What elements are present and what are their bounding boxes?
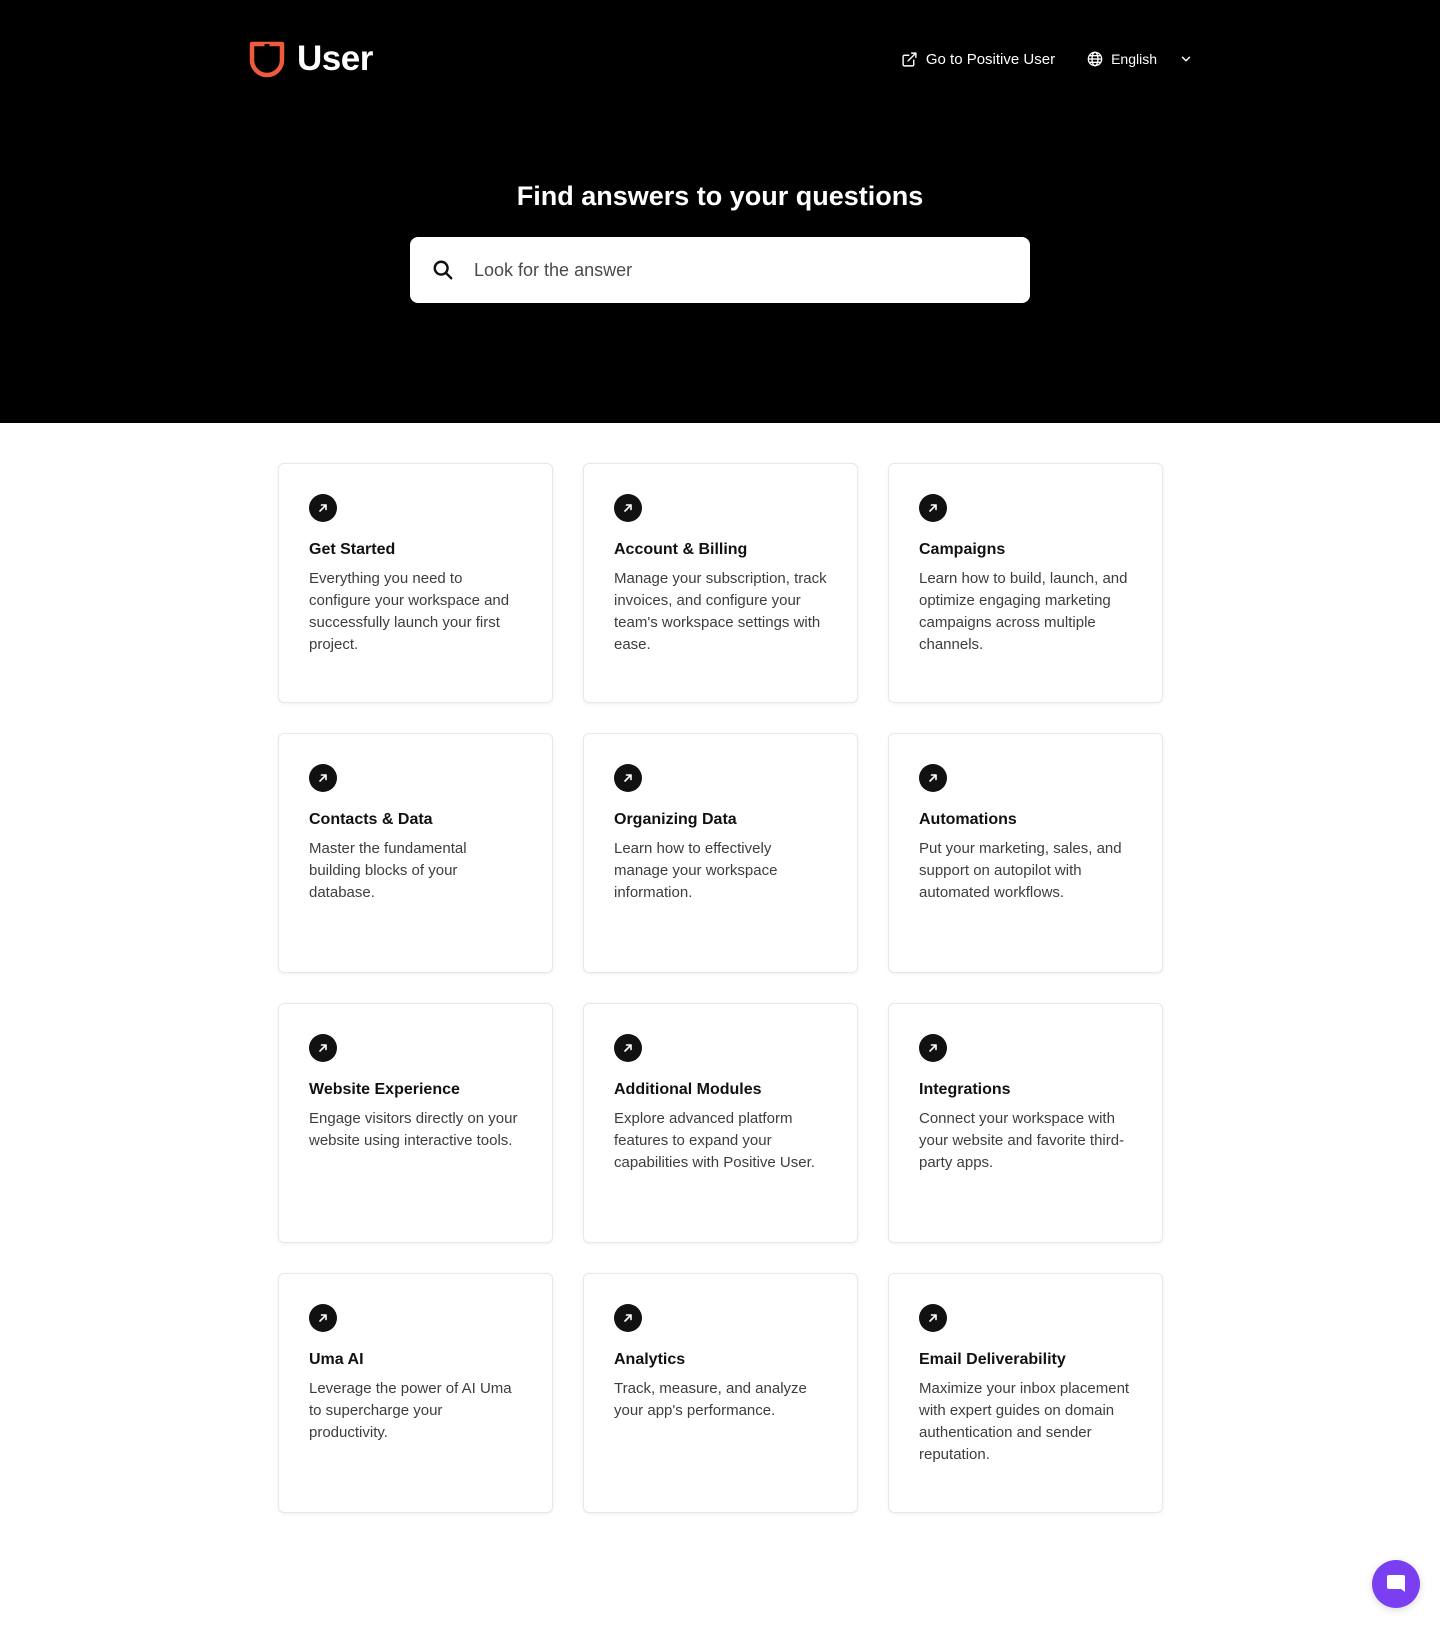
category-card-get-started[interactable] [278,463,553,703]
card-title: Organizing Data [614,811,737,828]
arrow-up-right-icon [919,764,947,792]
hero-section [0,0,1440,423]
category-card-additional-modules[interactable] [583,1003,858,1243]
go-to-positive-user-label: Go to Positive User [925,50,1056,68]
shield-smile-logo-icon [247,38,287,80]
category-card-uma-ai[interactable] [278,1273,553,1513]
card-description: Learn how to effectively manage your workspace information. [614,840,778,901]
category-grid [278,463,1163,1513]
card-description: Put your marketing, sales, and support on autopilot with automated workflows. [919,840,1122,901]
category-card-email-deliverability[interactable] [888,1273,1163,1513]
chat-widget-button[interactable] [1372,1560,1420,1608]
go-to-positive-user-link[interactable] [901,51,1055,68]
card-description: Everything you need to configure your workspace and successfully launch your first project. [309,570,510,653]
arrow-up-right-icon [309,764,337,792]
card-description: Leverage the power of AI Uma to supercharge your productivity. [309,1380,512,1441]
arrow-up-right-icon [614,1304,642,1332]
card-title: Analytics [614,1351,686,1368]
card-title: Account & Billing [614,541,748,558]
category-card-contacts-data[interactable] [278,733,553,973]
arrow-up-right-icon [614,494,642,522]
language-selector[interactable] [1087,51,1193,67]
search-input[interactable] [474,250,1014,290]
arrow-up-right-icon [614,1034,642,1062]
card-title: Contacts & Data [309,811,433,828]
arrow-up-right-icon [309,1304,337,1332]
category-card-organizing-data[interactable] [583,733,858,973]
card-title: Get Started [309,541,396,558]
card-description: Explore advanced platform features to expand your capabilities with Positive User. [614,1110,815,1171]
category-card-analytics[interactable] [583,1273,858,1513]
category-card-integrations[interactable] [888,1003,1163,1243]
card-title: Automations [919,811,1017,828]
chevron-down-icon [1179,52,1193,66]
category-card-account-billing[interactable] [583,463,858,703]
category-card-website-experience[interactable] [278,1003,553,1243]
page-title: Find answers to your questions [516,181,924,211]
chat-icon [1384,1572,1408,1596]
card-description: Connect your workspace with your website and favorite third-party apps. [919,1110,1125,1171]
external-link-icon [901,51,918,68]
card-title: Website Experience [309,1081,460,1098]
card-description: Track, measure, and analyze your app's performance. [614,1380,807,1419]
category-card-campaigns[interactable] [888,463,1163,703]
card-description: Master the fundamental building blocks of your database. [309,840,467,901]
arrow-up-right-icon [919,494,947,522]
search-box[interactable] [410,237,1030,303]
search-icon [432,259,454,281]
card-title: Email Deliverability [919,1351,1066,1368]
card-title: Integrations [919,1081,1011,1098]
card-title: Campaigns [919,541,1006,558]
arrow-up-right-icon [919,1304,947,1332]
card-title: Additional Modules [614,1081,762,1098]
card-description: Maximize your inbox placement with expert guides on domain authentication and sender reputation. [919,1380,1130,1463]
category-card-automations[interactable] [888,733,1163,973]
card-title: Uma AI [309,1351,364,1368]
language-label: English [1111,51,1157,67]
top-nav [901,44,1193,74]
logo[interactable] [247,38,373,80]
arrow-up-right-icon [309,494,337,522]
logo-text: User [297,39,373,78]
card-description: Manage your subscription, track invoices, and configure your team's workspace settings with ease. [614,570,827,653]
card-description: Learn how to build, launch, and optimize engaging marketing campaigns across multiple channels. [919,570,1128,653]
card-description: Engage visitors directly on your website using interactive tools. [309,1110,518,1149]
arrow-up-right-icon [614,764,642,792]
globe-icon [1087,51,1103,67]
arrow-up-right-icon [309,1034,337,1062]
arrow-up-right-icon [919,1034,947,1062]
